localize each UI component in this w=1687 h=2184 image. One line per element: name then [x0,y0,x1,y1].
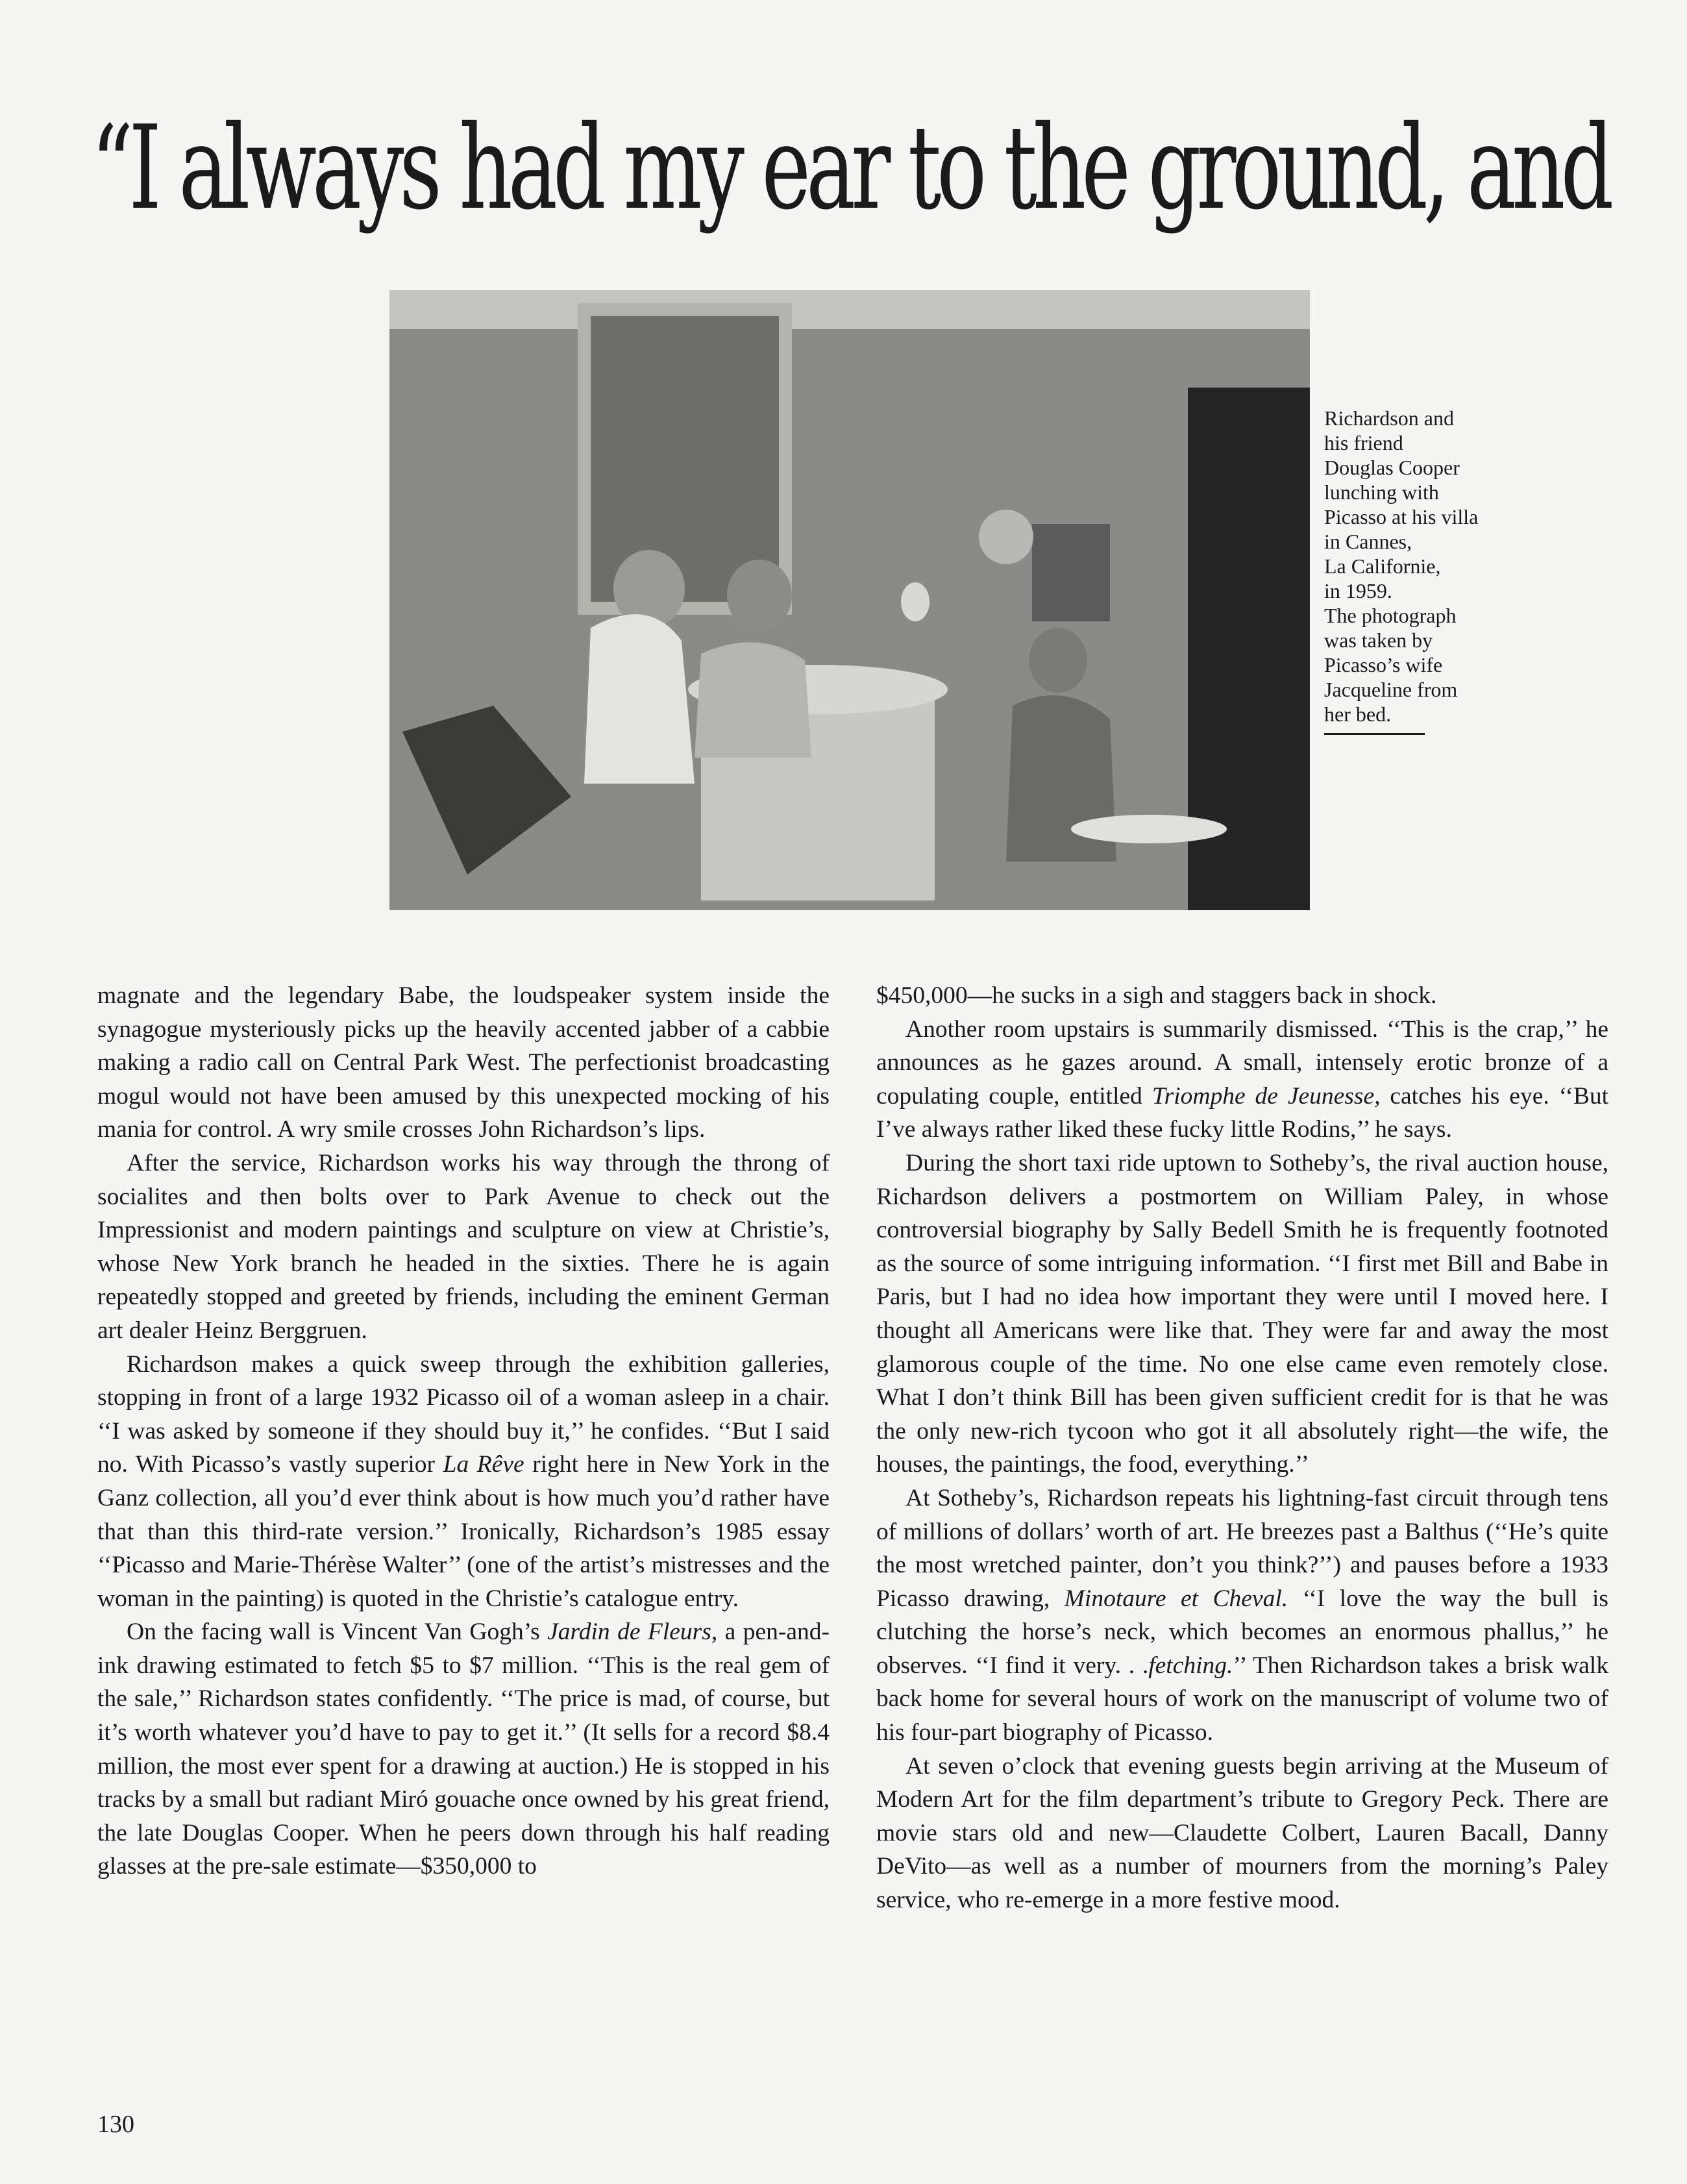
caption-line: Picasso at his villa [1324,505,1479,528]
caption-rule [1324,733,1425,735]
caption-line: in Cannes, [1324,530,1412,553]
caption-line: Richardson and [1324,406,1454,430]
caption-line: Douglas Cooper [1324,456,1460,479]
caption-line: his friend [1324,431,1403,454]
right-column [876,979,1608,1917]
left-column [97,979,830,1883]
paragraph: After the service, Richardson works his way through the throng of socialites and then bolts over to Park Avenue to check out the Impressionist and modern paintings and sculpture on view at Christie’s, whose New York branch he headed in the sixties. There he is again repeatedly stopped and greeted by friends, including the eminent German art dealer Heinz Berggruen. [97,1149,830,1344]
caption-line: The photograph [1324,604,1457,627]
paragraph: On the facing wall is Vincent Van Gogh’s Jardin de Fleurs, a pen-and-ink drawing estimated to fetch $5 to $7 million. ‘‘This is the real gem of the sale,’’ Richardson states confidently. ‘‘The price is mad, of course, but it’s worth whatever you’d have to pay to get it.’’ (It sells for a record $8.4 million, the most ever spent for a drawing at auction.) He is stopped in his tracks by a small but radiant Miró gouache once owned by his great friend, the late Douglas Cooper. When he peers down through his half reading glasses at the pre-sale estimate—$350,000 to [97,1619,830,1880]
caption-line: in 1959. [1324,579,1392,602]
paragraph: magnate and the legendary Babe, the loudspeaker system inside the synagogue mysteriously picks up the heavily accented jabber of a cabbie making a radio call on Central Park West. The perfectionist broadcasting mogul would not have been amused by this unexpected mocking of his mania for control. A wry smile crosses John Richardson’s lips. [97,982,830,1143]
paragraph: $450,000—he sucks in a sigh and staggers back in shock. [876,982,1437,1009]
paragraph: At seven o’clock that evening guests begin arriving at the Museum of Modern Art for the film department’s tribute to Gregory Peck. There are movie stars old and new—Claudette Colbert, Lauren Bacall, Danny DeVito—as well as a number of mourners from the morning’s Paley service, who re-emerge in a more festive mood. [876,1752,1608,1914]
caption-line: was taken by [1324,628,1433,652]
caption-line: Jacqueline from [1324,678,1458,701]
page-number: 130 [97,2111,134,2138]
caption-line: her bed. [1324,702,1392,726]
paragraph: During the short taxi ride uptown to Sotheby’s, the rival auction house, Richardson delivers a postmortem on William Paley, in whose controversial biography by Sally Bedell Smith he is frequently footnoted as the source of some intriguing information. ‘‘I first met Bill and Babe in Paris, but I had no idea how important they were until I moved here. I thought all Americans were like that. They were far and away the most glamorous couple of the time. No one else came even remotely close. What I don’t think Bill has been given sufficient credit for is that he was the only new-rich tycoon who got it all absolutely right—the wife, the houses, the paintings, the food, everything.’’ [876,1149,1608,1478]
paragraph: Richardson makes a quick sweep through the exhibition galleries, stopping in front of a large 1932 Picasso oil of a woman asleep in a chair. ‘‘I was asked by someone if they should buy it,’’ he confides. ‘‘But I said no. With Picasso’s vastly superior La Rêve right here in New York in the Ganz collection, all you’d ever think about is how much you’d rather have that than this third-rate version.’’ Ironically, Richardson’s 1985 essay ‘‘Picasso and Marie-Thérèse Walter’’ (one of the artist’s mistresses and the woman in the painting) is quoted in the Christie’s catalogue entry. [97,1350,830,1612]
caption-line: Picasso’s wife [1324,653,1443,676]
paragraph: At Sotheby’s, Richardson repeats his lightning-fast circuit through tens of millions of dollars’ worth of art. He breezes past a Balthus (‘‘He’s quite the most wretched painter, don’t you think?’’) and pauses before a 1933 Picasso drawing, Minotaure et Cheval. ‘‘I love the way the bull is clutching the horse’s neck, which becomes an enormous phallus,’’ he observes. ‘‘I find it very. . .fetching.’’ Then Richardson takes a brisk walk back home for several hours of work on the manuscript of volume two of his four-part biography of Picasso. [876,1484,1608,1746]
photograph-picasso-lunch [389,290,1310,910]
caption-line: La Californie, [1324,554,1441,578]
caption-line: lunching with [1324,480,1439,504]
photo-illustration [389,290,1310,910]
headline: “I always had my ear to the ground, and [91,101,1610,235]
paragraph: Another room upstairs is summarily dismissed. ‘‘This is the crap,’’ he announces as he gazes around. A small, intensely erotic bronze of a copulating couple, entitled Triomphe de Jeunesse, catches his eye. ‘‘But I’ve always rather liked these fucky little Rodins,’’ he says. [876,1015,1609,1143]
photo-caption [1324,406,1545,735]
